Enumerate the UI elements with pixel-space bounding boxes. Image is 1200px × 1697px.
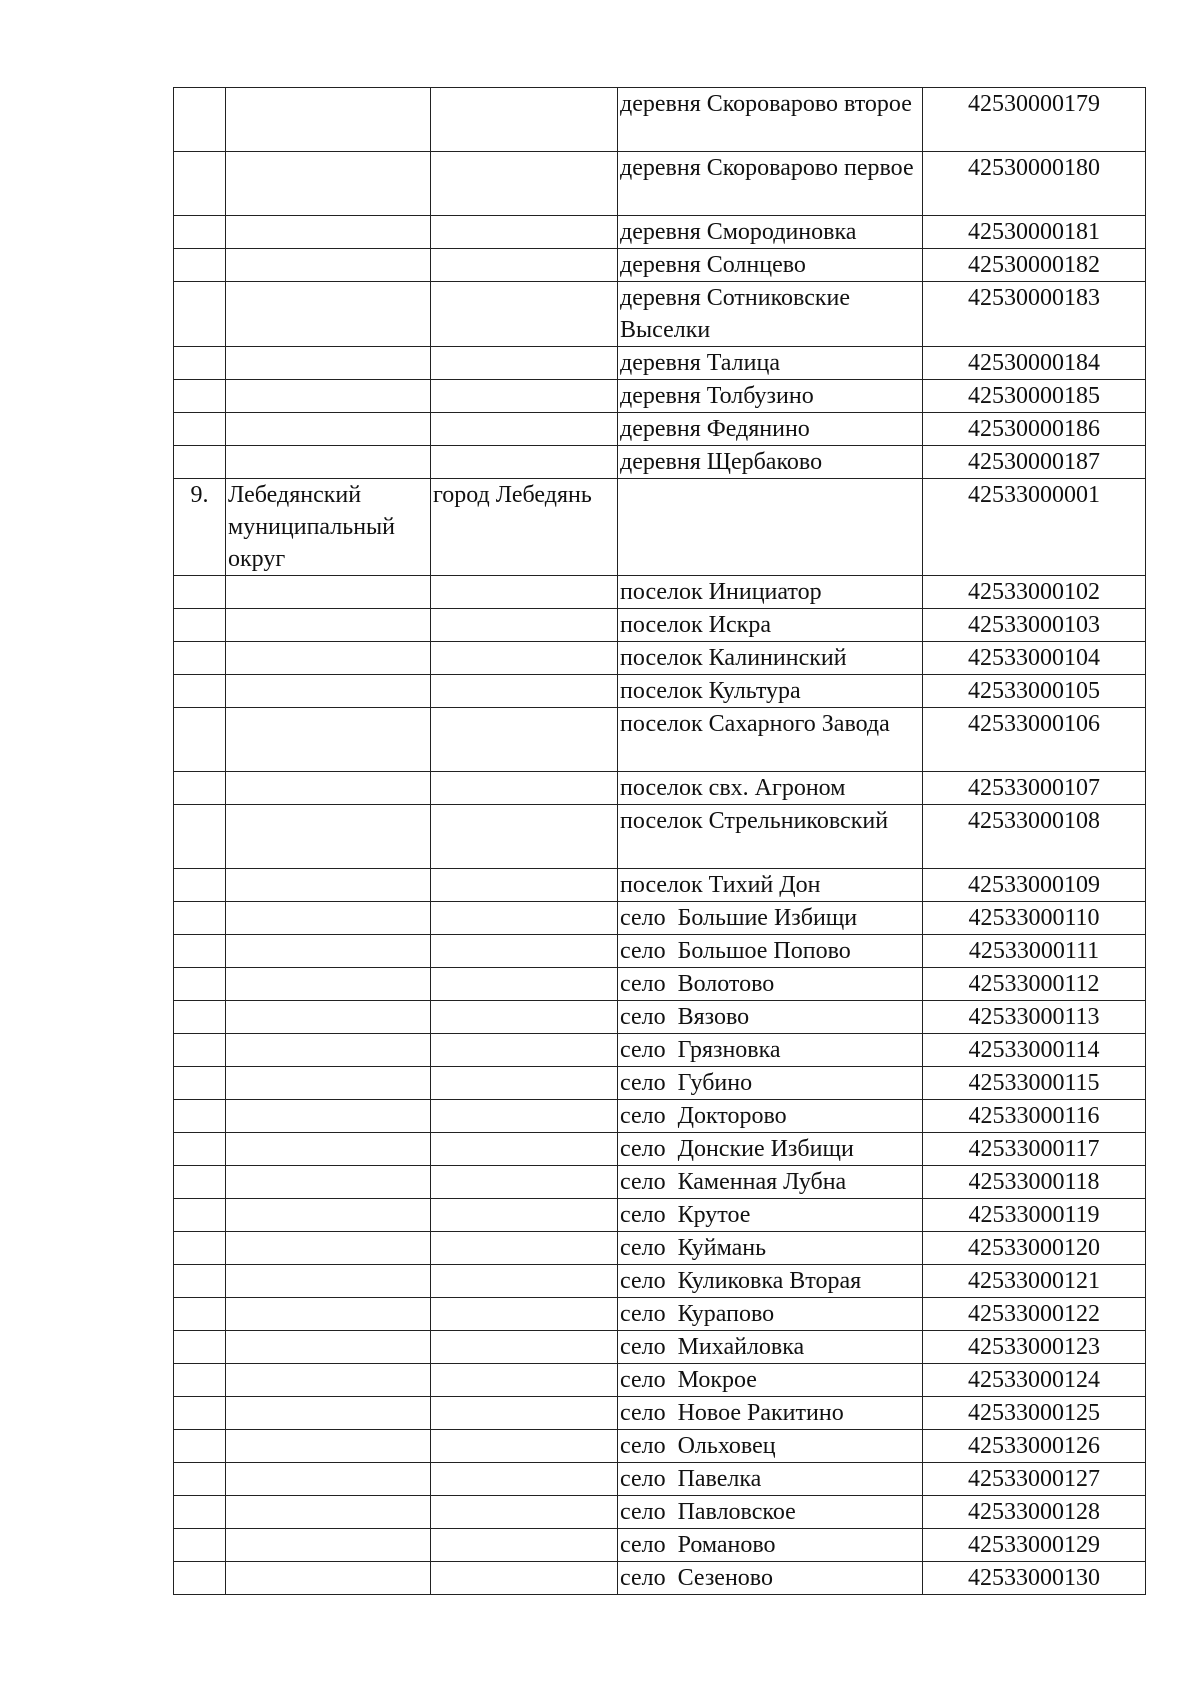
district-cell — [226, 675, 431, 708]
city-cell — [431, 1166, 618, 1199]
district-cell — [226, 347, 431, 380]
oktmo-code-cell: 42533000106 — [923, 708, 1146, 772]
city-cell — [431, 609, 618, 642]
settlement-name-cell: поселок Тихий Дон — [618, 869, 923, 902]
row-number-cell — [174, 642, 226, 675]
oktmo-code-cell: 42533000103 — [923, 609, 1146, 642]
district-cell — [226, 576, 431, 609]
table-row — [174, 249, 1146, 282]
settlement-name-cell: село Вязово — [618, 1001, 923, 1034]
settlement-name-cell: поселок Калининский — [618, 642, 923, 675]
district-cell: Лебедянский муниципальный округ — [226, 479, 431, 576]
district-cell — [226, 1562, 431, 1595]
district-cell — [226, 609, 431, 642]
city-cell — [431, 152, 618, 216]
settlement-name-cell: деревня Щербаково — [618, 446, 923, 479]
row-number-cell — [174, 609, 226, 642]
city-cell — [431, 413, 618, 446]
settlement-name-cell: поселок Инициатор — [618, 576, 923, 609]
city-cell — [431, 1100, 618, 1133]
city-cell — [431, 282, 618, 347]
row-number-cell — [174, 380, 226, 413]
row-number-cell — [174, 869, 226, 902]
oktmo-code-cell: 42533000109 — [923, 869, 1146, 902]
row-number-cell — [174, 249, 226, 282]
settlement-name-cell: деревня Федянино — [618, 413, 923, 446]
row-number-cell — [174, 1232, 226, 1265]
table-row — [174, 1265, 1146, 1298]
city-cell — [431, 88, 618, 152]
row-number-cell — [174, 968, 226, 1001]
city-cell — [431, 1397, 618, 1430]
settlement-name-cell: село Губино — [618, 1067, 923, 1100]
oktmo-code-cell: 42533000127 — [923, 1463, 1146, 1496]
table-row — [174, 1529, 1146, 1562]
settlement-name-cell — [618, 479, 923, 576]
table-row — [174, 902, 1146, 935]
row-number-cell — [174, 347, 226, 380]
settlement-name-cell: село Павелка — [618, 1463, 923, 1496]
table-row — [174, 609, 1146, 642]
city-cell — [431, 249, 618, 282]
city-cell — [431, 216, 618, 249]
district-cell — [226, 446, 431, 479]
table-row — [174, 380, 1146, 413]
district-cell — [226, 1397, 431, 1430]
table-row — [174, 1562, 1146, 1595]
city-cell — [431, 347, 618, 380]
row-number-cell — [174, 1001, 226, 1034]
table-row — [174, 446, 1146, 479]
settlement-name-cell: село Волотово — [618, 968, 923, 1001]
row-number-cell — [174, 805, 226, 869]
district-cell — [226, 1265, 431, 1298]
settlements-table — [173, 87, 1146, 1595]
row-number-cell — [174, 1496, 226, 1529]
row-number-cell — [174, 1034, 226, 1067]
city-cell — [431, 772, 618, 805]
oktmo-code-cell: 42533000113 — [923, 1001, 1146, 1034]
city-cell — [431, 380, 618, 413]
settlement-name-cell: деревня Толбузино — [618, 380, 923, 413]
city-cell — [431, 1067, 618, 1100]
settlement-name-cell: поселок Искра — [618, 609, 923, 642]
city-cell — [431, 576, 618, 609]
district-cell — [226, 1232, 431, 1265]
oktmo-code-cell: 42533000130 — [923, 1562, 1146, 1595]
row-number-cell — [174, 446, 226, 479]
row-number-cell — [174, 1430, 226, 1463]
table-row — [174, 1100, 1146, 1133]
table-row — [174, 772, 1146, 805]
city-cell — [431, 642, 618, 675]
city-cell — [431, 805, 618, 869]
settlement-name-cell: село Крутое — [618, 1199, 923, 1232]
row-number-cell — [174, 152, 226, 216]
table-row — [174, 479, 1146, 576]
oktmo-code-cell: 42533000102 — [923, 576, 1146, 609]
city-cell — [431, 1463, 618, 1496]
oktmo-code-cell: 42533000117 — [923, 1133, 1146, 1166]
table-row — [174, 1463, 1146, 1496]
oktmo-code-cell: 42533000115 — [923, 1067, 1146, 1100]
settlement-name-cell: село Курапово — [618, 1298, 923, 1331]
row-number-cell — [174, 1463, 226, 1496]
settlement-name-cell: село Новое Ракитино — [618, 1397, 923, 1430]
table-row — [174, 968, 1146, 1001]
settlement-name-cell: село Большие Избищи — [618, 902, 923, 935]
oktmo-code-cell: 42530000184 — [923, 347, 1146, 380]
settlement-name-cell: деревня Скороварово второе — [618, 88, 923, 152]
oktmo-code-cell: 42533000104 — [923, 642, 1146, 675]
row-number-cell — [174, 1265, 226, 1298]
district-cell — [226, 1529, 431, 1562]
oktmo-code-cell: 42530000179 — [923, 88, 1146, 152]
table-row — [174, 216, 1146, 249]
city-cell — [431, 935, 618, 968]
oktmo-code-cell: 42533000128 — [923, 1496, 1146, 1529]
district-cell — [226, 1364, 431, 1397]
city-cell — [431, 1034, 618, 1067]
table-row — [174, 282, 1146, 347]
table-row — [174, 642, 1146, 675]
row-number-cell — [174, 576, 226, 609]
district-cell — [226, 1430, 431, 1463]
table-row — [174, 805, 1146, 869]
city-cell — [431, 968, 618, 1001]
oktmo-code-cell: 42533000111 — [923, 935, 1146, 968]
table-row — [174, 1166, 1146, 1199]
table-row — [174, 1034, 1146, 1067]
row-number-cell — [174, 1298, 226, 1331]
table-row — [174, 708, 1146, 772]
row-number-cell: 9. — [174, 479, 226, 576]
row-number-cell — [174, 1562, 226, 1595]
row-number-cell — [174, 675, 226, 708]
settlement-name-cell: село Сезеново — [618, 1562, 923, 1595]
table-row — [174, 1067, 1146, 1100]
settlement-name-cell: село Куймань — [618, 1232, 923, 1265]
city-cell — [431, 1001, 618, 1034]
row-number-cell — [174, 1199, 226, 1232]
district-cell — [226, 88, 431, 152]
settlement-name-cell: село Куликовка Вторая — [618, 1265, 923, 1298]
oktmo-code-cell: 42533000001 — [923, 479, 1146, 576]
table-row — [174, 1430, 1146, 1463]
table-row — [174, 1001, 1146, 1034]
city-cell — [431, 1133, 618, 1166]
oktmo-code-cell: 42533000110 — [923, 902, 1146, 935]
oktmo-code-cell: 42533000108 — [923, 805, 1146, 869]
settlement-name-cell: село Докторово — [618, 1100, 923, 1133]
oktmo-code-cell: 42533000107 — [923, 772, 1146, 805]
oktmo-code-cell: 42533000112 — [923, 968, 1146, 1001]
settlement-name-cell: деревня Солнцево — [618, 249, 923, 282]
district-cell — [226, 708, 431, 772]
oktmo-code-cell: 42533000114 — [923, 1034, 1146, 1067]
district-cell — [226, 1034, 431, 1067]
oktmo-code-cell: 42530000180 — [923, 152, 1146, 216]
row-number-cell — [174, 1166, 226, 1199]
oktmo-code-cell: 42530000186 — [923, 413, 1146, 446]
oktmo-code-cell: 42533000105 — [923, 675, 1146, 708]
city-cell — [431, 869, 618, 902]
settlement-name-cell: деревня Скороварово первое — [618, 152, 923, 216]
city-cell — [431, 1265, 618, 1298]
district-cell — [226, 968, 431, 1001]
oktmo-code-cell: 42530000185 — [923, 380, 1146, 413]
district-cell — [226, 282, 431, 347]
settlement-name-cell: село Донские Избищи — [618, 1133, 923, 1166]
table-row — [174, 1298, 1146, 1331]
district-cell — [226, 413, 431, 446]
row-number-cell — [174, 1364, 226, 1397]
oktmo-code-cell: 42530000181 — [923, 216, 1146, 249]
row-number-cell — [174, 1067, 226, 1100]
settlement-name-cell: село Мокрое — [618, 1364, 923, 1397]
oktmo-code-cell: 42533000123 — [923, 1331, 1146, 1364]
district-cell — [226, 216, 431, 249]
row-number-cell — [174, 216, 226, 249]
table-row — [174, 1199, 1146, 1232]
table-row — [174, 347, 1146, 380]
city-cell — [431, 675, 618, 708]
city-cell — [431, 902, 618, 935]
district-cell — [226, 1199, 431, 1232]
oktmo-code-cell: 42533000119 — [923, 1199, 1146, 1232]
settlement-name-cell: село Ольховец — [618, 1430, 923, 1463]
city-cell — [431, 1199, 618, 1232]
settlement-name-cell: село Грязновка — [618, 1034, 923, 1067]
row-number-cell — [174, 1331, 226, 1364]
district-cell — [226, 1298, 431, 1331]
city-cell — [431, 1529, 618, 1562]
table-row — [174, 1496, 1146, 1529]
city-cell — [431, 1298, 618, 1331]
city-cell — [431, 1562, 618, 1595]
city-cell — [431, 1364, 618, 1397]
row-number-cell — [174, 1100, 226, 1133]
oktmo-code-cell: 42533000122 — [923, 1298, 1146, 1331]
district-cell — [226, 772, 431, 805]
district-cell — [226, 869, 431, 902]
row-number-cell — [174, 708, 226, 772]
settlement-name-cell: село Михайловка — [618, 1331, 923, 1364]
row-number-cell — [174, 935, 226, 968]
district-cell — [226, 152, 431, 216]
district-cell — [226, 1463, 431, 1496]
table-row — [174, 1364, 1146, 1397]
city-cell — [431, 446, 618, 479]
oktmo-code-cell: 42533000120 — [923, 1232, 1146, 1265]
district-cell — [226, 1166, 431, 1199]
settlement-name-cell: село Каменная Лубна — [618, 1166, 923, 1199]
row-number-cell — [174, 902, 226, 935]
row-number-cell — [174, 282, 226, 347]
settlement-name-cell: деревня Талица — [618, 347, 923, 380]
district-cell — [226, 805, 431, 869]
district-cell — [226, 1001, 431, 1034]
table-row — [174, 576, 1146, 609]
table-row — [174, 413, 1146, 446]
table-row — [174, 1397, 1146, 1430]
district-cell — [226, 642, 431, 675]
row-number-cell — [174, 413, 226, 446]
settlement-name-cell: село Романово — [618, 1529, 923, 1562]
city-cell — [431, 1331, 618, 1364]
settlement-name-cell: село Большое Попово — [618, 935, 923, 968]
oktmo-code-cell: 42533000126 — [923, 1430, 1146, 1463]
settlement-name-cell: село Павловское — [618, 1496, 923, 1529]
row-number-cell — [174, 88, 226, 152]
district-cell — [226, 249, 431, 282]
oktmo-code-cell: 42533000129 — [923, 1529, 1146, 1562]
city-cell — [431, 1430, 618, 1463]
district-cell — [226, 1100, 431, 1133]
table-row — [174, 935, 1146, 968]
oktmo-code-cell: 42533000125 — [923, 1397, 1146, 1430]
settlement-name-cell: поселок Стрельниковский — [618, 805, 923, 869]
table-row — [174, 869, 1146, 902]
city-cell — [431, 708, 618, 772]
settlement-name-cell: деревня Сотниковские Выселки — [618, 282, 923, 347]
row-number-cell — [174, 772, 226, 805]
settlement-name-cell: поселок Культура — [618, 675, 923, 708]
oktmo-code-cell: 42533000116 — [923, 1100, 1146, 1133]
settlement-name-cell: поселок Сахарного Завода — [618, 708, 923, 772]
district-cell — [226, 380, 431, 413]
row-number-cell — [174, 1397, 226, 1430]
oktmo-code-cell: 42530000182 — [923, 249, 1146, 282]
table-row — [174, 1331, 1146, 1364]
table-body — [174, 88, 1146, 1595]
city-cell — [431, 1232, 618, 1265]
settlement-name-cell: деревня Смородиновка — [618, 216, 923, 249]
table-row — [174, 675, 1146, 708]
oktmo-code-cell: 42530000183 — [923, 282, 1146, 347]
oktmo-code-cell: 42533000124 — [923, 1364, 1146, 1397]
table-row — [174, 152, 1146, 216]
district-cell — [226, 1331, 431, 1364]
city-cell — [431, 1496, 618, 1529]
city-cell: город Лебедянь — [431, 479, 618, 576]
row-number-cell — [174, 1133, 226, 1166]
district-cell — [226, 935, 431, 968]
table-row — [174, 88, 1146, 152]
oktmo-code-cell: 42533000121 — [923, 1265, 1146, 1298]
district-cell — [226, 1067, 431, 1100]
row-number-cell — [174, 1529, 226, 1562]
settlement-name-cell: поселок свх. Агроном — [618, 772, 923, 805]
table-row — [174, 1232, 1146, 1265]
district-cell — [226, 1496, 431, 1529]
district-cell — [226, 1133, 431, 1166]
district-cell — [226, 902, 431, 935]
oktmo-code-cell: 42530000187 — [923, 446, 1146, 479]
table-row — [174, 1133, 1146, 1166]
oktmo-code-cell: 42533000118 — [923, 1166, 1146, 1199]
